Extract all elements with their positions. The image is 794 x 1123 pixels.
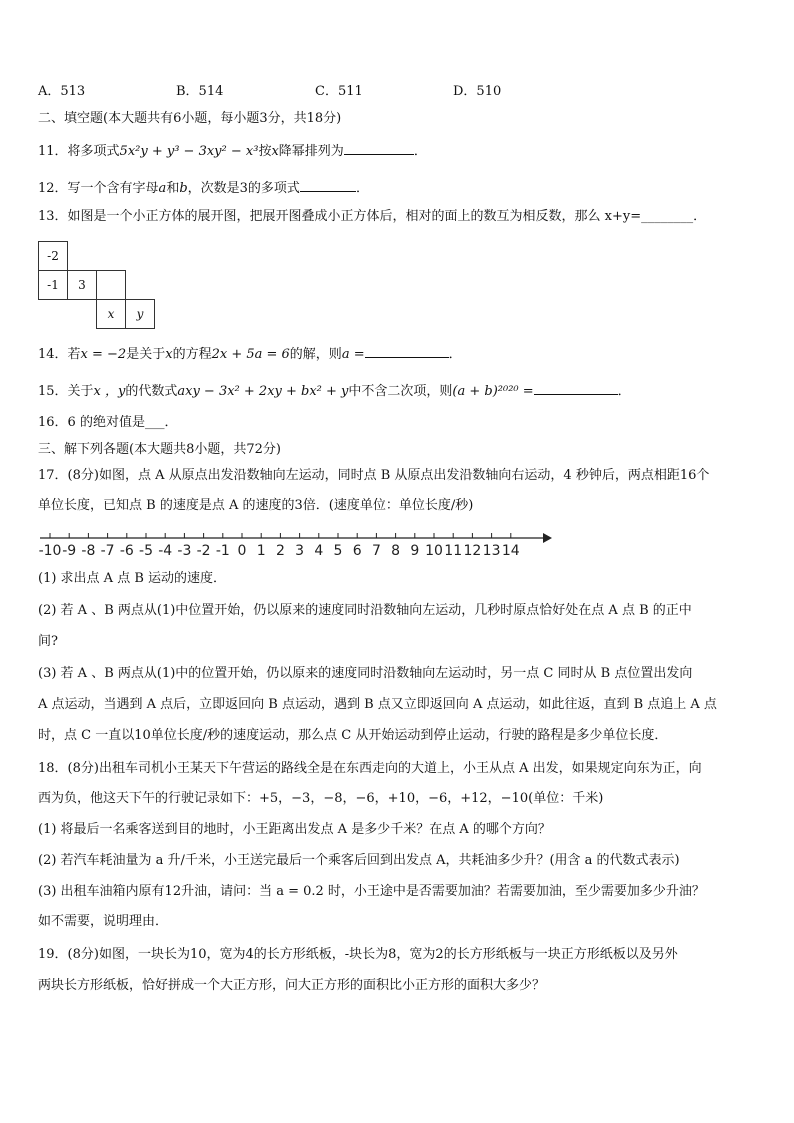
question-13: 13．如图是一个小正方体的展开图，把展开图叠成小正方体后，相对的面上的数互为相反数，那么 x+y=________． [38, 209, 707, 224]
net-cell: -1 [39, 271, 68, 300]
axis-tick-label: 2 [275, 543, 285, 559]
option-c: C．511 [315, 84, 363, 99]
axis-tick-label: 1 [256, 543, 266, 559]
net-cell: x [97, 300, 126, 329]
net-cell: -2 [39, 242, 68, 271]
q18-part-3a: (3) 出租车油箱内原有12升油，请问：当 a = 0.2 时，小王途中是否需要加油？若需要加油，至少需要加多少升油？ [38, 884, 705, 899]
axis-tick-label: -5 [139, 543, 153, 559]
axis-tick-label: -7 [100, 543, 115, 559]
question-15: 15．关于x ，y的代数式axy − 3x² + 2xy + bx² + y中不含二次项，则(a + b)²⁰²⁰ = ． [38, 380, 631, 401]
answer-blank [534, 380, 618, 395]
option-a: A．513 [38, 84, 86, 99]
axis-tick-label: 14 [501, 543, 520, 559]
q17-part-2a: (2) 若 A 、B 两点从(1)中位置开始，仍以原来的速度同时沿数轴向左运动，几秒时原点恰好处在点 A 点 B 的正中 [38, 603, 692, 618]
axis-tick-label: -1 [215, 543, 230, 559]
axis-tick-label: -3 [177, 543, 192, 559]
section2-title: 二、填空题(本大题共有6小题，每小题3分，共18分) [38, 111, 342, 126]
q17-part-3c: 时，点 C 一直以10单位长度/秒的速度运动，那么点 C 从开始运动到停止运动，行驶的路程是多少单位长度． [38, 728, 668, 743]
axis-tick-label: -9 [62, 543, 77, 559]
axis-tick-label: 10 [425, 543, 443, 559]
q11-expression: 5x²y + y³ − 3xy² − x³ [119, 144, 259, 159]
axis-tick-label: 7 [371, 543, 381, 559]
q18-part-2: (2) 若汽车耗油量为 a 升/千米，小王送完最后一个乘客后回到出发点 A，共耗油多少升？(用含 a 的代数式表示) [38, 853, 680, 868]
axis-tick-label: 13 [482, 543, 501, 559]
q18-part-3b: 如不需要，说明理由． [38, 914, 169, 929]
axis-tick-label: 0 [237, 543, 247, 559]
axis-tick-label: 9 [410, 543, 420, 559]
axis-tick-label: -4 [158, 543, 173, 559]
axis-tick-label: 3 [295, 543, 305, 559]
net-cell: 3 [68, 271, 97, 300]
question-12: 12．写一个含有字母a和b，次数是3的多项式 ． [38, 177, 369, 198]
axis-tick-label: 4 [314, 543, 324, 559]
net-cell [97, 271, 126, 300]
q18-line-1: 18．(8分)出租车司机小王某天下午营运的路线全是在东西走向的大道上，小王从点 A 出发，如果规定向东为正，向 [38, 761, 702, 776]
q17-line-2: 单位长度，已知点 B 的速度是点 A 的速度的3倍．(速度单位：单位长度/秒) [38, 498, 474, 513]
axis-tick-label: -10 [38, 543, 62, 559]
axis-tick-label: 12 [463, 543, 482, 559]
axis-tick-label: -6 [119, 543, 134, 559]
axis-tick-label: 11 [444, 543, 463, 559]
q17-part-2b: 间? [38, 634, 58, 649]
axis-tick-label: -8 [81, 543, 96, 559]
axis-tick-label: -2 [196, 543, 211, 559]
cube-net-figure [38, 241, 155, 329]
question-11: 11．将多项式5x²y + y³ − 3xy² − x³按x降幂排列为 ． [38, 140, 427, 161]
q17-part-3a: (3) 若 A 、B 两点从(1)中的位置开始，仍以原来的速度同时沿数轴向左运动时，另一点 C 同时从 B 点位置出发向 [38, 666, 693, 681]
q18-part-1: (1) 将最后一名乘客送到目的地时，小王距离出发点 A 是多少千米？在点 A 的哪个方向？ [38, 822, 551, 837]
number-line [38, 530, 558, 560]
answer-blank [300, 177, 356, 192]
answer-blank [365, 343, 449, 358]
axis-tick-label: 5 [333, 543, 343, 559]
net-cell: y [126, 300, 155, 329]
question-16: 16．6 的绝对值是___． [38, 415, 178, 430]
axis-tick-label: 6 [352, 543, 362, 559]
answer-blank [344, 140, 414, 155]
q19-line-1: 19．(8分)如图，一块长为10，宽为4的长方形纸板，-块长为8，宽为2的长方形纸板与一块正方形纸板以及另外 [38, 947, 678, 962]
q17-part-1: (1) 求出点 A 点 B 运动的速度． [38, 571, 227, 586]
question-14: 14．若x = −2是关于x的方程2x + 5a = 6的解，则a = ． [38, 343, 462, 364]
axis-arrow-icon [543, 533, 552, 543]
q19-line-2: 两块长方形纸板，恰好拼成一个大正方形，问大正方形的面积比小正方形的面积大多少？ [38, 978, 546, 993]
section3-title: 三、解下列各题(本大题共8小题，共72分) [38, 442, 281, 457]
q18-line-2: 西为负，他这天下午的行驶记录如下：+5，−3，−8，−6，+10，−6，+12，−10(单位：千米) [38, 791, 604, 806]
option-d: D．510 [453, 84, 502, 99]
q10-options [38, 83, 758, 101]
q17-line-1: 17．(8分)如图，点 A 从原点出发沿数轴向左运动，同时点 B 从原点出发沿数轴向右运动，4 秒钟后，两点相距16个 [38, 468, 710, 483]
option-b: B．514 [176, 84, 224, 99]
axis-tick-label: 8 [391, 543, 401, 559]
q17-part-3b: A 点运动，当遇到 A 点后，立即返回向 B 点运动，遇到 B 点又立即返回向 A 点运动，如此往返，直到 B 点追上 A 点 [38, 697, 717, 712]
